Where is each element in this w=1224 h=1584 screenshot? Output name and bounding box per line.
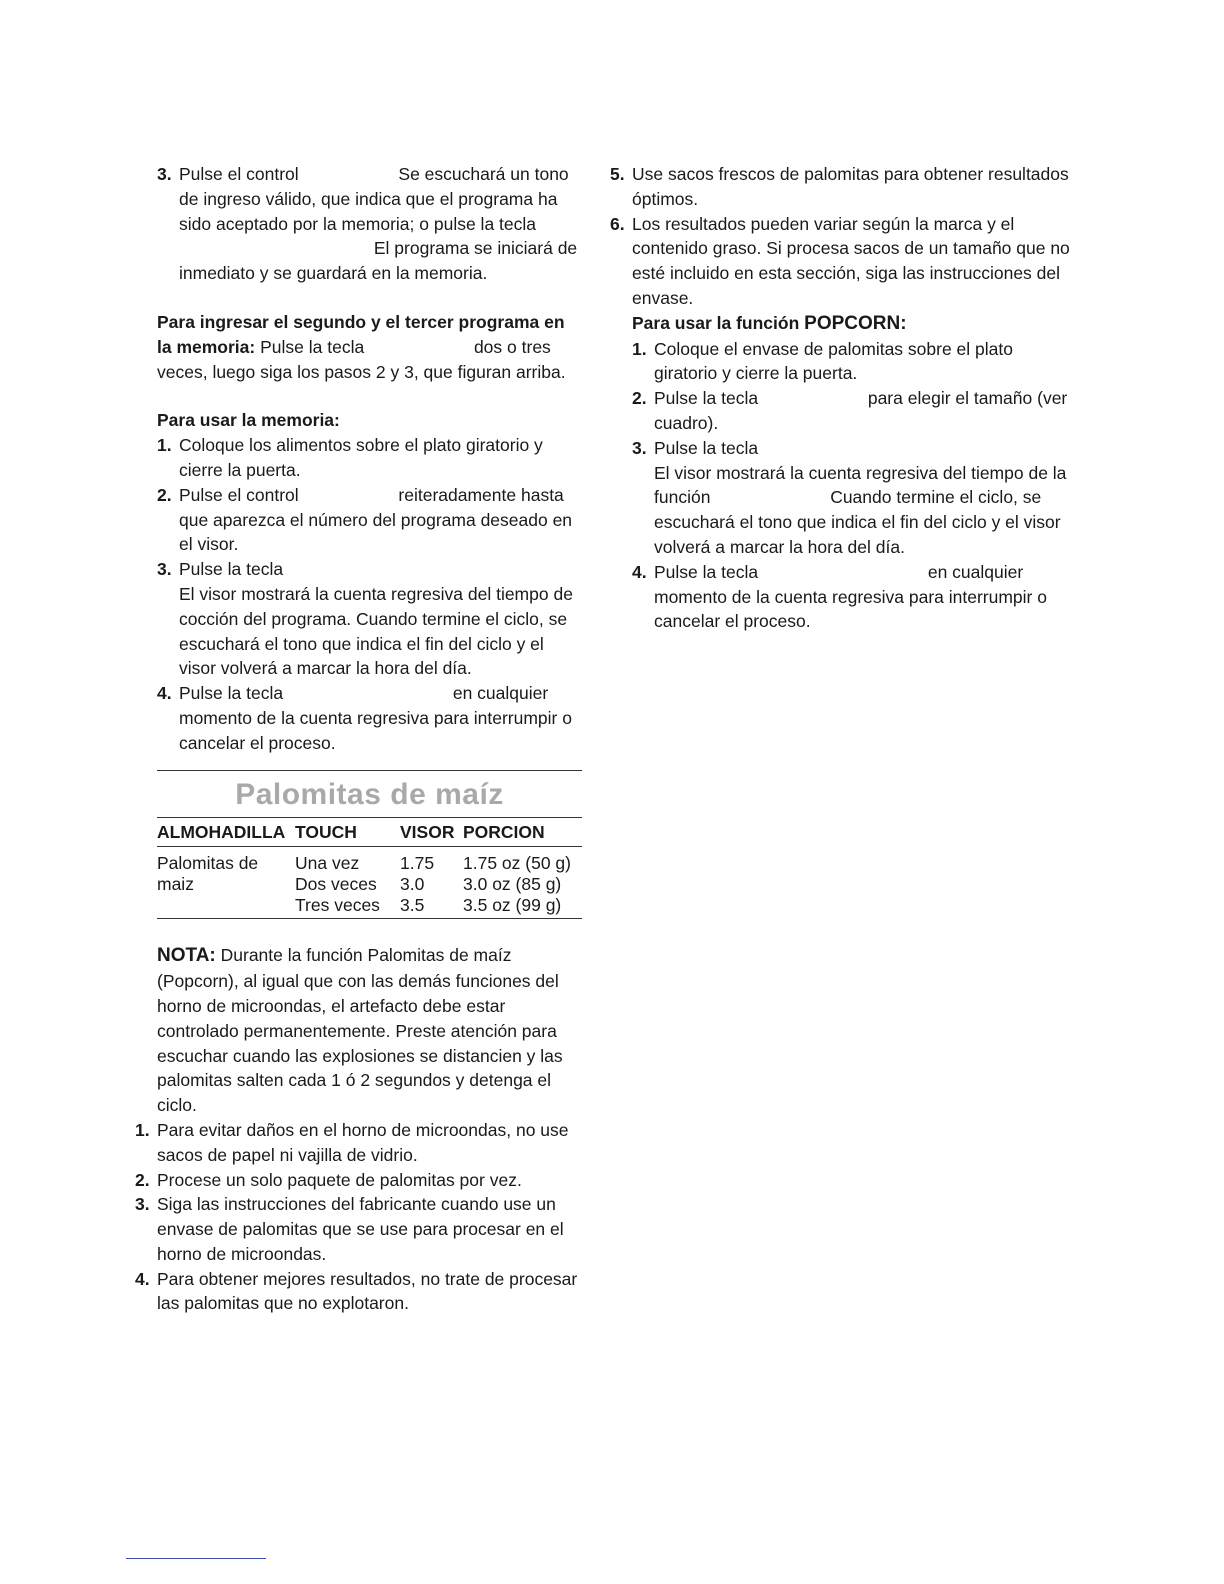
- table-cell: 3.0 oz (85 g): [463, 874, 562, 895]
- table-row: [157, 847, 582, 875]
- section-heading-memory: Para usar la memoria:: [157, 410, 340, 431]
- list-item: 5. Use sacos frescos de palomitas para obtener resultados óptimos.: [610, 164, 1069, 209]
- table-cell: 3.5 oz (99 g): [463, 895, 582, 919]
- table-row: [157, 895, 582, 919]
- col-header: PORCION: [463, 817, 582, 847]
- list-item: [157, 162, 582, 286]
- table-cell: 3.0: [400, 874, 425, 895]
- table-cell: Palomitas de: [157, 853, 259, 874]
- list-item: 1. Coloque los alimentos sobre el plato giratorio y cierre la puerta.: [157, 435, 543, 480]
- table-cell: 1.75 oz (50 g): [463, 853, 571, 874]
- list-item: 2. Pulse la tecla para elegir el tamaño (ver cuadro).: [632, 388, 1068, 433]
- step-text: El programa se iniciará de inmediato y se guardará en la memoria.: [179, 238, 578, 284]
- popcorn-tips: [135, 1118, 582, 1316]
- list-item: 1. Para evitar daños en el horno de microondas, no use sacos de papel ni vajilla de vidrio.: [135, 1119, 569, 1165]
- table-cell: 1.75: [400, 853, 435, 874]
- table-cell: [157, 895, 295, 919]
- list-item: 4. Pulse la tecla en cualquier momento de la cuenta regresiva para interrumpir o cancelar el proceso.: [157, 683, 572, 753]
- list-item: 1. Coloque el envase de palomitas sobre el plato giratorio y cierre la puerta.: [632, 338, 1013, 384]
- table-cell: Tres veces: [295, 895, 400, 919]
- list-item: 2. Pulse el control reiteradamente hasta que aparezca el número del programa deseado en el visor.: [157, 484, 573, 555]
- step-text: Se escuchará un tono de ingreso válido, que indica que el programa ha sido aceptado por la memoria; o pulse la tecla: [179, 164, 569, 234]
- col-header: TOUCH: [295, 817, 400, 847]
- footer-rule: [126, 1558, 266, 1559]
- step-text: Pulse el control: [179, 164, 299, 184]
- popcorn-table: [157, 817, 582, 920]
- left-column: [135, 162, 582, 1316]
- second-third-program-paragraph: Para ingresar el segundo y el tercer programa en la memoria: Pulse la tecla dos o tres veces, luego siga los pasos 2 y 3, que figuran arriba.: [157, 311, 566, 382]
- popcorn-tips-continued: [610, 162, 1077, 311]
- col-header: ALMOHADILLA: [157, 817, 295, 847]
- popcorn-table-box: [157, 770, 582, 920]
- list-item: 3. Pulse la tecla El visor mostrará la cuenta regresiva del tiempo de cocción del programa. Cuando termine el ciclo, se escuchará el tono que indica el fin del ciclo y el visor volverá a marcar la hora del día.: [157, 559, 573, 679]
- note-label: NOTA:: [157, 945, 216, 967]
- list-item: 6. Los resultados pueden variar según la marca y el contenido graso. Si procesa sacos de un tamaño que no esté incluido en esta sección, siga las instrucciones del envase.: [610, 213, 1070, 308]
- col-header: VISOR: [400, 817, 463, 847]
- popcorn-table-title: Palomitas de maíz: [235, 777, 504, 811]
- table-cell: maiz: [157, 874, 194, 895]
- popcorn-steps: [632, 337, 1077, 635]
- note-paragraph: NOTA: Durante la función Palomitas de maíz (Popcorn), al igual que con las demás funciones del horno de microondas, el artefacto debe estar controlado permanentemente. Preste atención para escuchar cuando las explosiones se distancien y las palomitas salten cada 1 ó 2 segundos y detenga el ciclo.: [157, 945, 563, 1116]
- table-row: [157, 874, 582, 895]
- popcorn-heading: Para usar la función POPCORN:: [632, 312, 907, 334]
- right-column: [610, 162, 1077, 634]
- list-item: 3. Pulse la tecla El visor mostrará la cuenta regresiva del tiempo de la función Cuando termine el ciclo, se escuchará el tono que indica el fin del ciclo y el visor volverá a marcar la hora del día.: [632, 437, 1067, 557]
- list-item: 4. Para obtener mejores resultados, no trate de procesar las palomitas que no explotaron.: [135, 1268, 578, 1314]
- step-number: 3.: [157, 164, 172, 184]
- list-item: 4. Pulse la tecla en cualquier momento de la cuenta regresiva para interrumpir o cancelar el proceso.: [632, 561, 1047, 632]
- table-cell: Una vez: [295, 853, 360, 874]
- list-item: 2. Procese un solo paquete de palomitas por vez.: [135, 1169, 522, 1190]
- list-item: 3. Siga las instrucciones del fabricante cuando use un envase de palomitas que se use para procesar en el horno de microondas.: [135, 1194, 564, 1264]
- table-cell: Dos veces: [295, 874, 377, 895]
- memory-steps: [157, 433, 582, 755]
- table-cell: 3.5: [400, 895, 463, 919]
- program-steps-continued: [157, 162, 582, 286]
- table-header-row: [157, 817, 582, 847]
- section-heading: Para ingresar el segundo y el tercer programa en la memoria:: [157, 311, 565, 357]
